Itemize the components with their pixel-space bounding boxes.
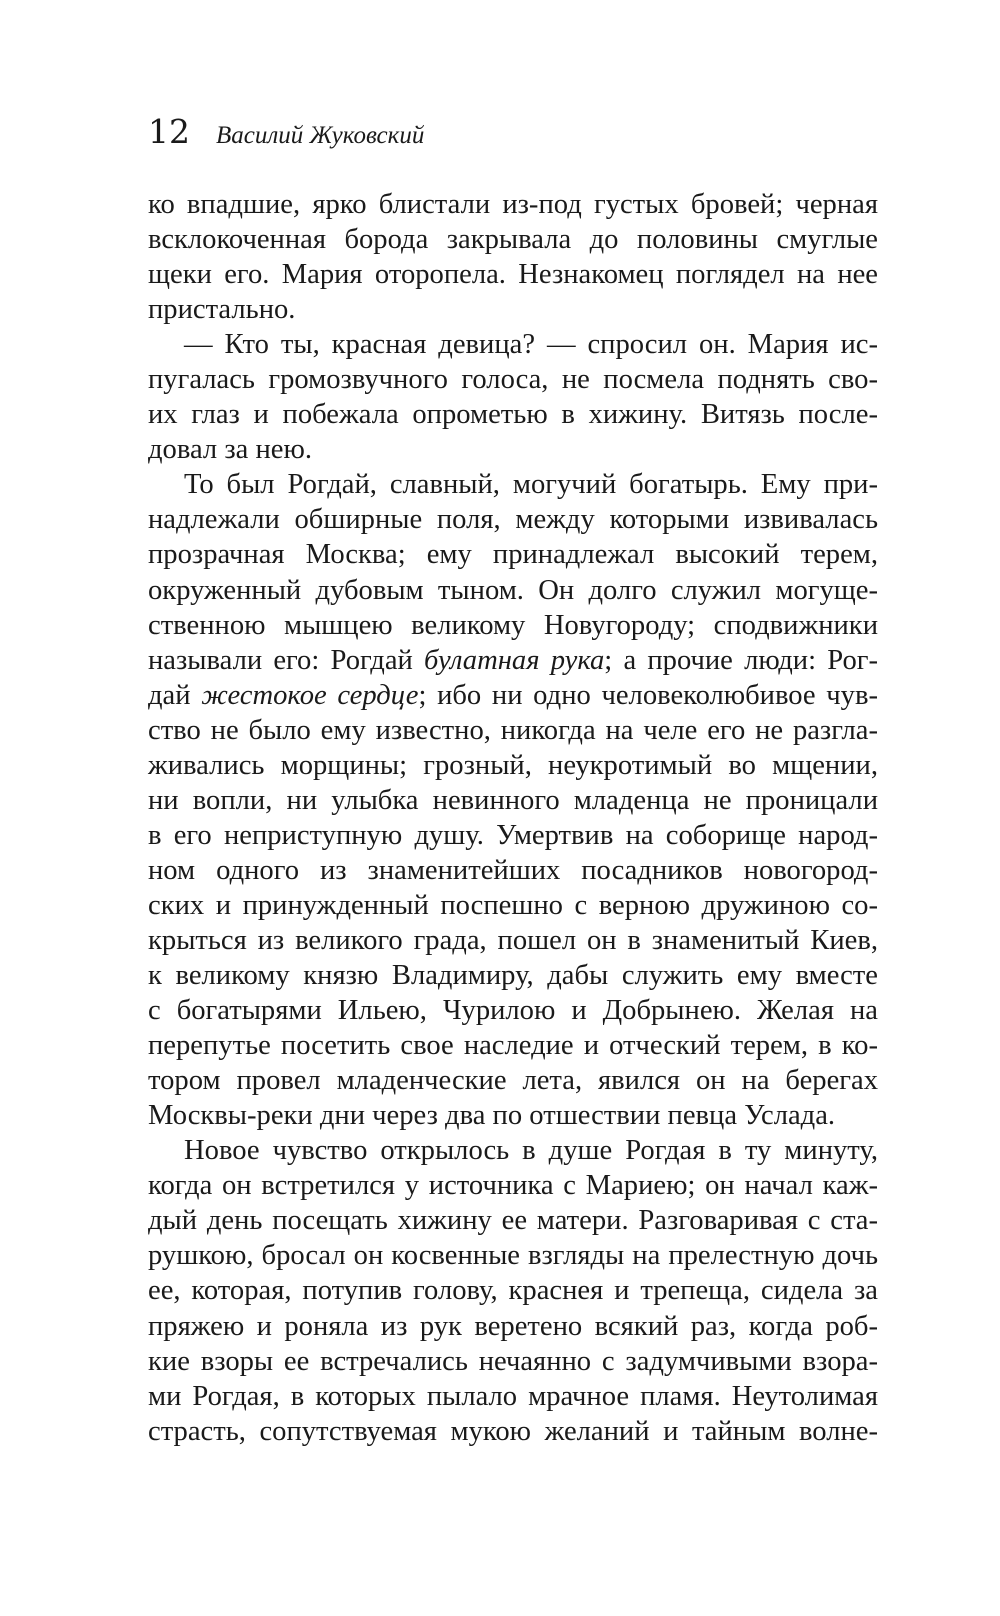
text-line: пристально. bbox=[148, 294, 296, 326]
text-line: дый день посещать хижину ее матери. Разговаривая с ста- bbox=[148, 1205, 878, 1237]
running-title: Василий Жуковский bbox=[216, 122, 425, 149]
text-line: прозрачная Москва; ему принадлежал высокий терем, bbox=[148, 539, 878, 571]
text-line: с богатырями Ильею, Чурилою и Добрынею. Желая на bbox=[148, 995, 878, 1027]
text-line: То был Рогдай, славный, могучий богатырь. Ему при- bbox=[184, 469, 878, 501]
text-line: когда он встретился у источника с Мариею; он начал каж- bbox=[148, 1170, 878, 1202]
text-line: — Кто ты, красная девица? — спросил он. Мария ис- bbox=[184, 329, 878, 361]
text-line: довал за нею. bbox=[148, 434, 312, 466]
text-line: рушкою, бросал он косвенные взгляды на прелестную дочь bbox=[148, 1240, 878, 1272]
text-line: ни вопли, ни улыбка невинного младенца не проницали bbox=[148, 784, 878, 816]
text-line: тором провел младенческие лета, явился он на берегах bbox=[148, 1065, 878, 1097]
text-line: в его неприступную душу. Умертвив на соборище народ- bbox=[148, 819, 878, 851]
text-line: к великому князю Владимиру, дабы служить ему вместе bbox=[148, 960, 878, 992]
text-line: щеки его. Мария оторопела. Незнакомец поглядел на нее bbox=[148, 259, 878, 291]
page-number: 12 bbox=[148, 112, 190, 151]
italic-phrase: жестокое сердце bbox=[201, 679, 419, 711]
text-line: ее, которая, потупив голову, краснея и трепеща, сидела за bbox=[148, 1275, 878, 1307]
text-line: перепутье посетить свое наследие и отческий терем, в ко- bbox=[148, 1030, 878, 1062]
text-line: ко впадшие, ярко блистали из-под густых бровей; черная bbox=[148, 189, 878, 220]
text-line: называли его: Рогдай булатная рука; а прочие люди: Рог- bbox=[148, 644, 878, 676]
page-header bbox=[148, 112, 424, 162]
text-line: ственною мышцею великому Новугороду; сподвижники bbox=[148, 609, 878, 641]
text-line: пряжею и роняла из рук веретено всякий раз, когда роб- bbox=[148, 1310, 878, 1342]
text-line: всклокоченная борода закрывала до половины смуглые bbox=[148, 224, 878, 256]
text-line: окруженный дубовым тыном. Он долго служил могуще- bbox=[148, 574, 878, 606]
text-line: ми Рогдая, в которых пылало мрачное пламя. Неутолимая bbox=[148, 1380, 878, 1412]
text-line: дай жестокое сердце; ибо ни одно человеколюбивое чув- bbox=[148, 679, 879, 711]
text-line: живались морщины; грозный, неукротимый во мщении, bbox=[148, 749, 878, 781]
text-line: их глаз и побежала опрометью в хижину. Витязь после- bbox=[148, 399, 878, 431]
text-line: крыться из великого града, пошел он в знаменитый Киев, bbox=[148, 924, 878, 956]
text-line: ном одного из знаменитейших посадников новогород- bbox=[148, 854, 878, 886]
text-line: ство не было ему известно, никогда на челе его не разгла- bbox=[148, 714, 878, 746]
text-line: пугалась громозвучного голоса, не посмела поднять сво- bbox=[148, 364, 878, 396]
text-line: Москвы-реки дни через два по отшествии певца Услада. bbox=[148, 1100, 836, 1132]
body-text bbox=[148, 187, 878, 1449]
italic-phrase: булатная рука bbox=[424, 644, 605, 676]
text-line: надлежали обширные поля, между которыми извивалась bbox=[148, 504, 878, 536]
text-line: ских и принужденный поспешно с верною дружиною со- bbox=[148, 889, 878, 921]
text-line: Новое чувство открылось в душе Рогдая в ту минуту, bbox=[184, 1135, 878, 1167]
text-line: кие взоры ее встречались нечаянно с задумчивыми взора- bbox=[148, 1345, 878, 1377]
text-line: страсть, сопутствуемая мукою желаний и тайным волне- bbox=[148, 1415, 878, 1447]
